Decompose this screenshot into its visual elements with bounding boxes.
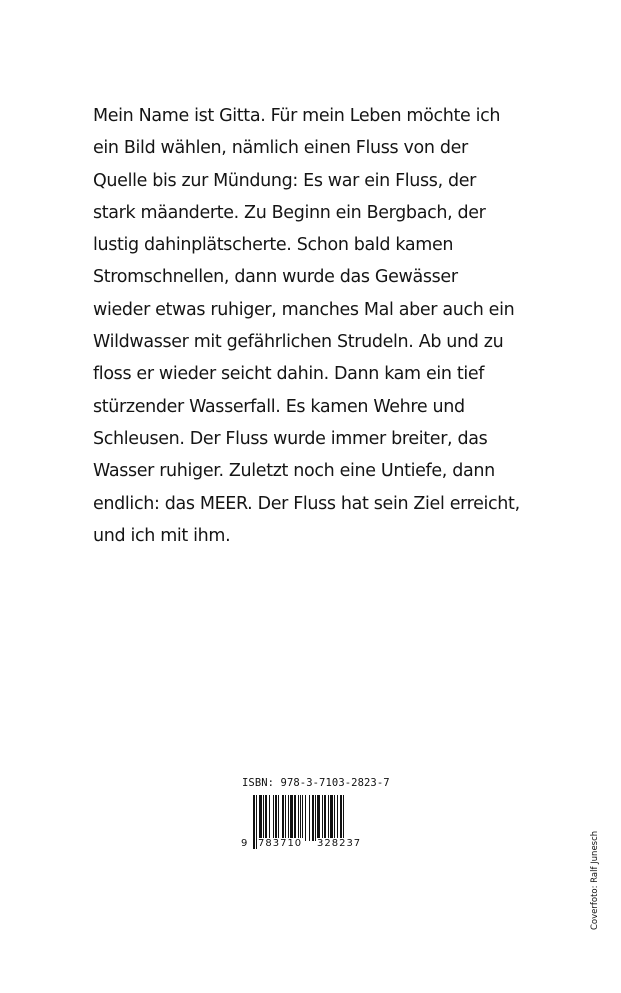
blurb-line: lustig dahinplätscherte. Schon bald kamen [93, 235, 454, 256]
blurb-line: Mein Name ist Gitta. Für mein Leben möchte ich [93, 106, 501, 126]
blurb-line: endlich: das MEER. Der Fluss hat sein Ziel erreicht, [93, 493, 520, 514]
blurb-line: wieder etwas ruhiger, manches Mal aber auch ein [93, 299, 515, 320]
blurb-line: Stromschnellen, dann wurde das Gewässer [93, 267, 458, 288]
blurb-line: Wildwasser mit gefährlichen Strudeln. Ab und zu [93, 332, 504, 353]
ean-left-digits: 783710 [258, 838, 303, 849]
blurb-line: ein Bild wählen, nämlich einen Fluss von der [93, 138, 468, 159]
ean-right-digits: 328237 [317, 838, 362, 849]
blurb-line: Wasser ruhiger. Zuletzt noch eine Untiefe, dann [93, 461, 495, 482]
back-cover-blurb [93, 100, 543, 552]
blurb-line: stark mäanderte. Zu Beginn ein Bergbach, der [93, 202, 486, 223]
blurb-line: und ich mit ihm. [93, 525, 231, 546]
cover-photo-credit: Coverfoto: Ralf Junesch [590, 830, 600, 930]
blurb-line: stürzender Wasserfall. Es kamen Wehre und [93, 396, 465, 417]
blurb-line: Quelle bis zur Mündung: Es war ein Fluss, der [93, 170, 477, 191]
blurb-line: Schleusen. Der Fluss wurde immer breiter, das [93, 428, 488, 449]
blurb-line: floss er wieder seicht dahin. Dann kam ein tief [93, 364, 485, 385]
ean-first-digit: 9 [241, 838, 248, 849]
isbn-barcode-block [241, 777, 391, 877]
isbn-label: ISBN: 978-3-7103-2823-7 [242, 777, 390, 789]
